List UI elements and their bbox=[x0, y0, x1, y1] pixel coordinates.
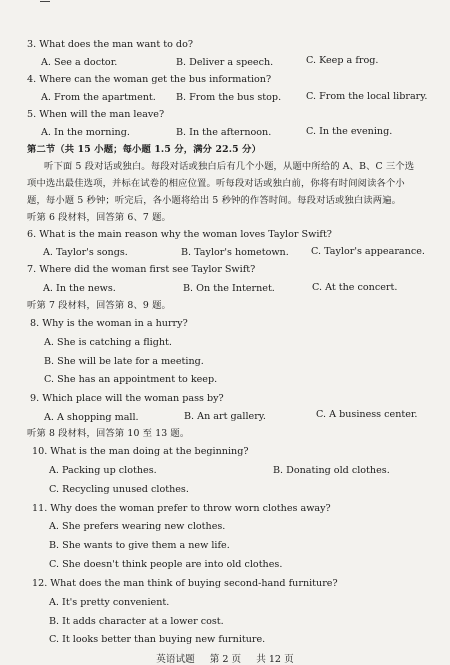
line-q7c: C. At the concert. bbox=[312, 282, 398, 293]
footer-page-number: 第 2 页 bbox=[209, 654, 242, 665]
line-q8a: A. She is catching a flight. bbox=[44, 337, 172, 348]
line-q11c: C. She doesn't think people are into old clothes. bbox=[49, 559, 283, 570]
line-m8: 听第 8 段材料，回答第 10 至 13 题。 bbox=[27, 428, 190, 439]
line-q12a: A. It's pretty convenient. bbox=[49, 597, 170, 608]
line-q10: 10. What is the man doing at the beginning? bbox=[32, 446, 249, 457]
line-q6b: B. Taylor's hometown. bbox=[181, 247, 289, 258]
footer-subject: 英语试题 bbox=[156, 654, 195, 665]
line-q8c: C. She has an appointment to keep. bbox=[44, 374, 218, 385]
line-q10b: B. Donating old clothes. bbox=[273, 465, 390, 476]
line-q6c: C. Taylor's appearance. bbox=[311, 246, 425, 257]
line-q11a: A. She prefers wearing new clothes. bbox=[49, 521, 226, 532]
line-q11b: B. She wants to give them a new life. bbox=[49, 540, 230, 551]
line-q11: 11. Why does the woman prefer to throw worn clothes away? bbox=[32, 503, 331, 514]
line-q12b: B. It adds character at a lower cost. bbox=[49, 616, 224, 627]
line-q4a: A. From the apartment. bbox=[41, 92, 156, 103]
scan-mark bbox=[40, 1, 50, 2]
line-q7a: A. In the news. bbox=[43, 283, 116, 294]
line-q9c: C. A business center. bbox=[316, 409, 418, 420]
line-q7b: B. On the Internet. bbox=[183, 283, 275, 294]
line-q12: 12. What does the man think of buying second-hand furniture? bbox=[32, 578, 338, 589]
line-q5a: A. In the morning. bbox=[41, 127, 130, 138]
line-q4b: B. From the bus stop. bbox=[176, 92, 282, 103]
line-q10c: C. Recycling unused clothes. bbox=[49, 484, 189, 495]
line-q7: 7. Where did the woman first see Taylor Swift? bbox=[27, 264, 256, 275]
line-q5b: B. In the afternoon. bbox=[176, 127, 272, 138]
line-q3c: C. Keep a frog. bbox=[306, 55, 379, 66]
line-inst3: 题，每小题 5 秒钟；听完后，各小题将给出 5 秒钟的作答时间。每段对话或独白读两遍。 bbox=[27, 195, 402, 206]
line-q4: 4. Where can the woman get the bus information? bbox=[27, 74, 272, 85]
footer-total-pages: 共 12 页 bbox=[256, 654, 294, 665]
line-inst1: 听下面 5 段对话或独白。每段对话或独白后有几个小题，从题中所给的 A、B、C 三个选 bbox=[44, 161, 415, 172]
line-q9a: A. A shopping mall. bbox=[44, 412, 139, 423]
line-q6: 6. What is the main reason why the woman loves Taylor Swift? bbox=[27, 229, 332, 240]
line-q5: 5. When will the man leave? bbox=[27, 109, 165, 120]
line-q4c: C. From the local library. bbox=[306, 91, 428, 102]
line-q12c: C. It looks better than buying new furniture. bbox=[49, 634, 266, 645]
line-q3a: A. See a doctor. bbox=[41, 57, 118, 68]
line-q9b: B. An art gallery. bbox=[184, 411, 266, 422]
line-inst2: 项中选出最佳选项，并标在试卷的相应位置。听每段对话或独白前，你将有时间阅读各个小 bbox=[27, 178, 405, 189]
line-q3b: B. Deliver a speech. bbox=[176, 57, 274, 68]
line-q8: 8. Why is the woman in a hurry? bbox=[30, 318, 188, 329]
line-q3: 3. What does the man want to do? bbox=[27, 39, 193, 50]
line-sec2: 第二节（共 15 小题；每小题 1.5 分，满分 22.5 分） bbox=[27, 144, 262, 155]
line-m6: 听第 6 段材料，回答第 6、7 题。 bbox=[27, 212, 171, 223]
line-q9: 9. Which place will the woman pass by? bbox=[30, 393, 224, 404]
line-q8b: B. She will be late for a meeting. bbox=[44, 356, 204, 367]
line-q6a: A. Taylor's songs. bbox=[43, 247, 128, 258]
page-footer bbox=[0, 651, 450, 665]
line-m7: 听第 7 段材料，回答第 8、9 题。 bbox=[27, 300, 171, 311]
line-q10a: A. Packing up clothes. bbox=[49, 465, 157, 476]
line-q5c: C. In the evening. bbox=[306, 126, 393, 137]
